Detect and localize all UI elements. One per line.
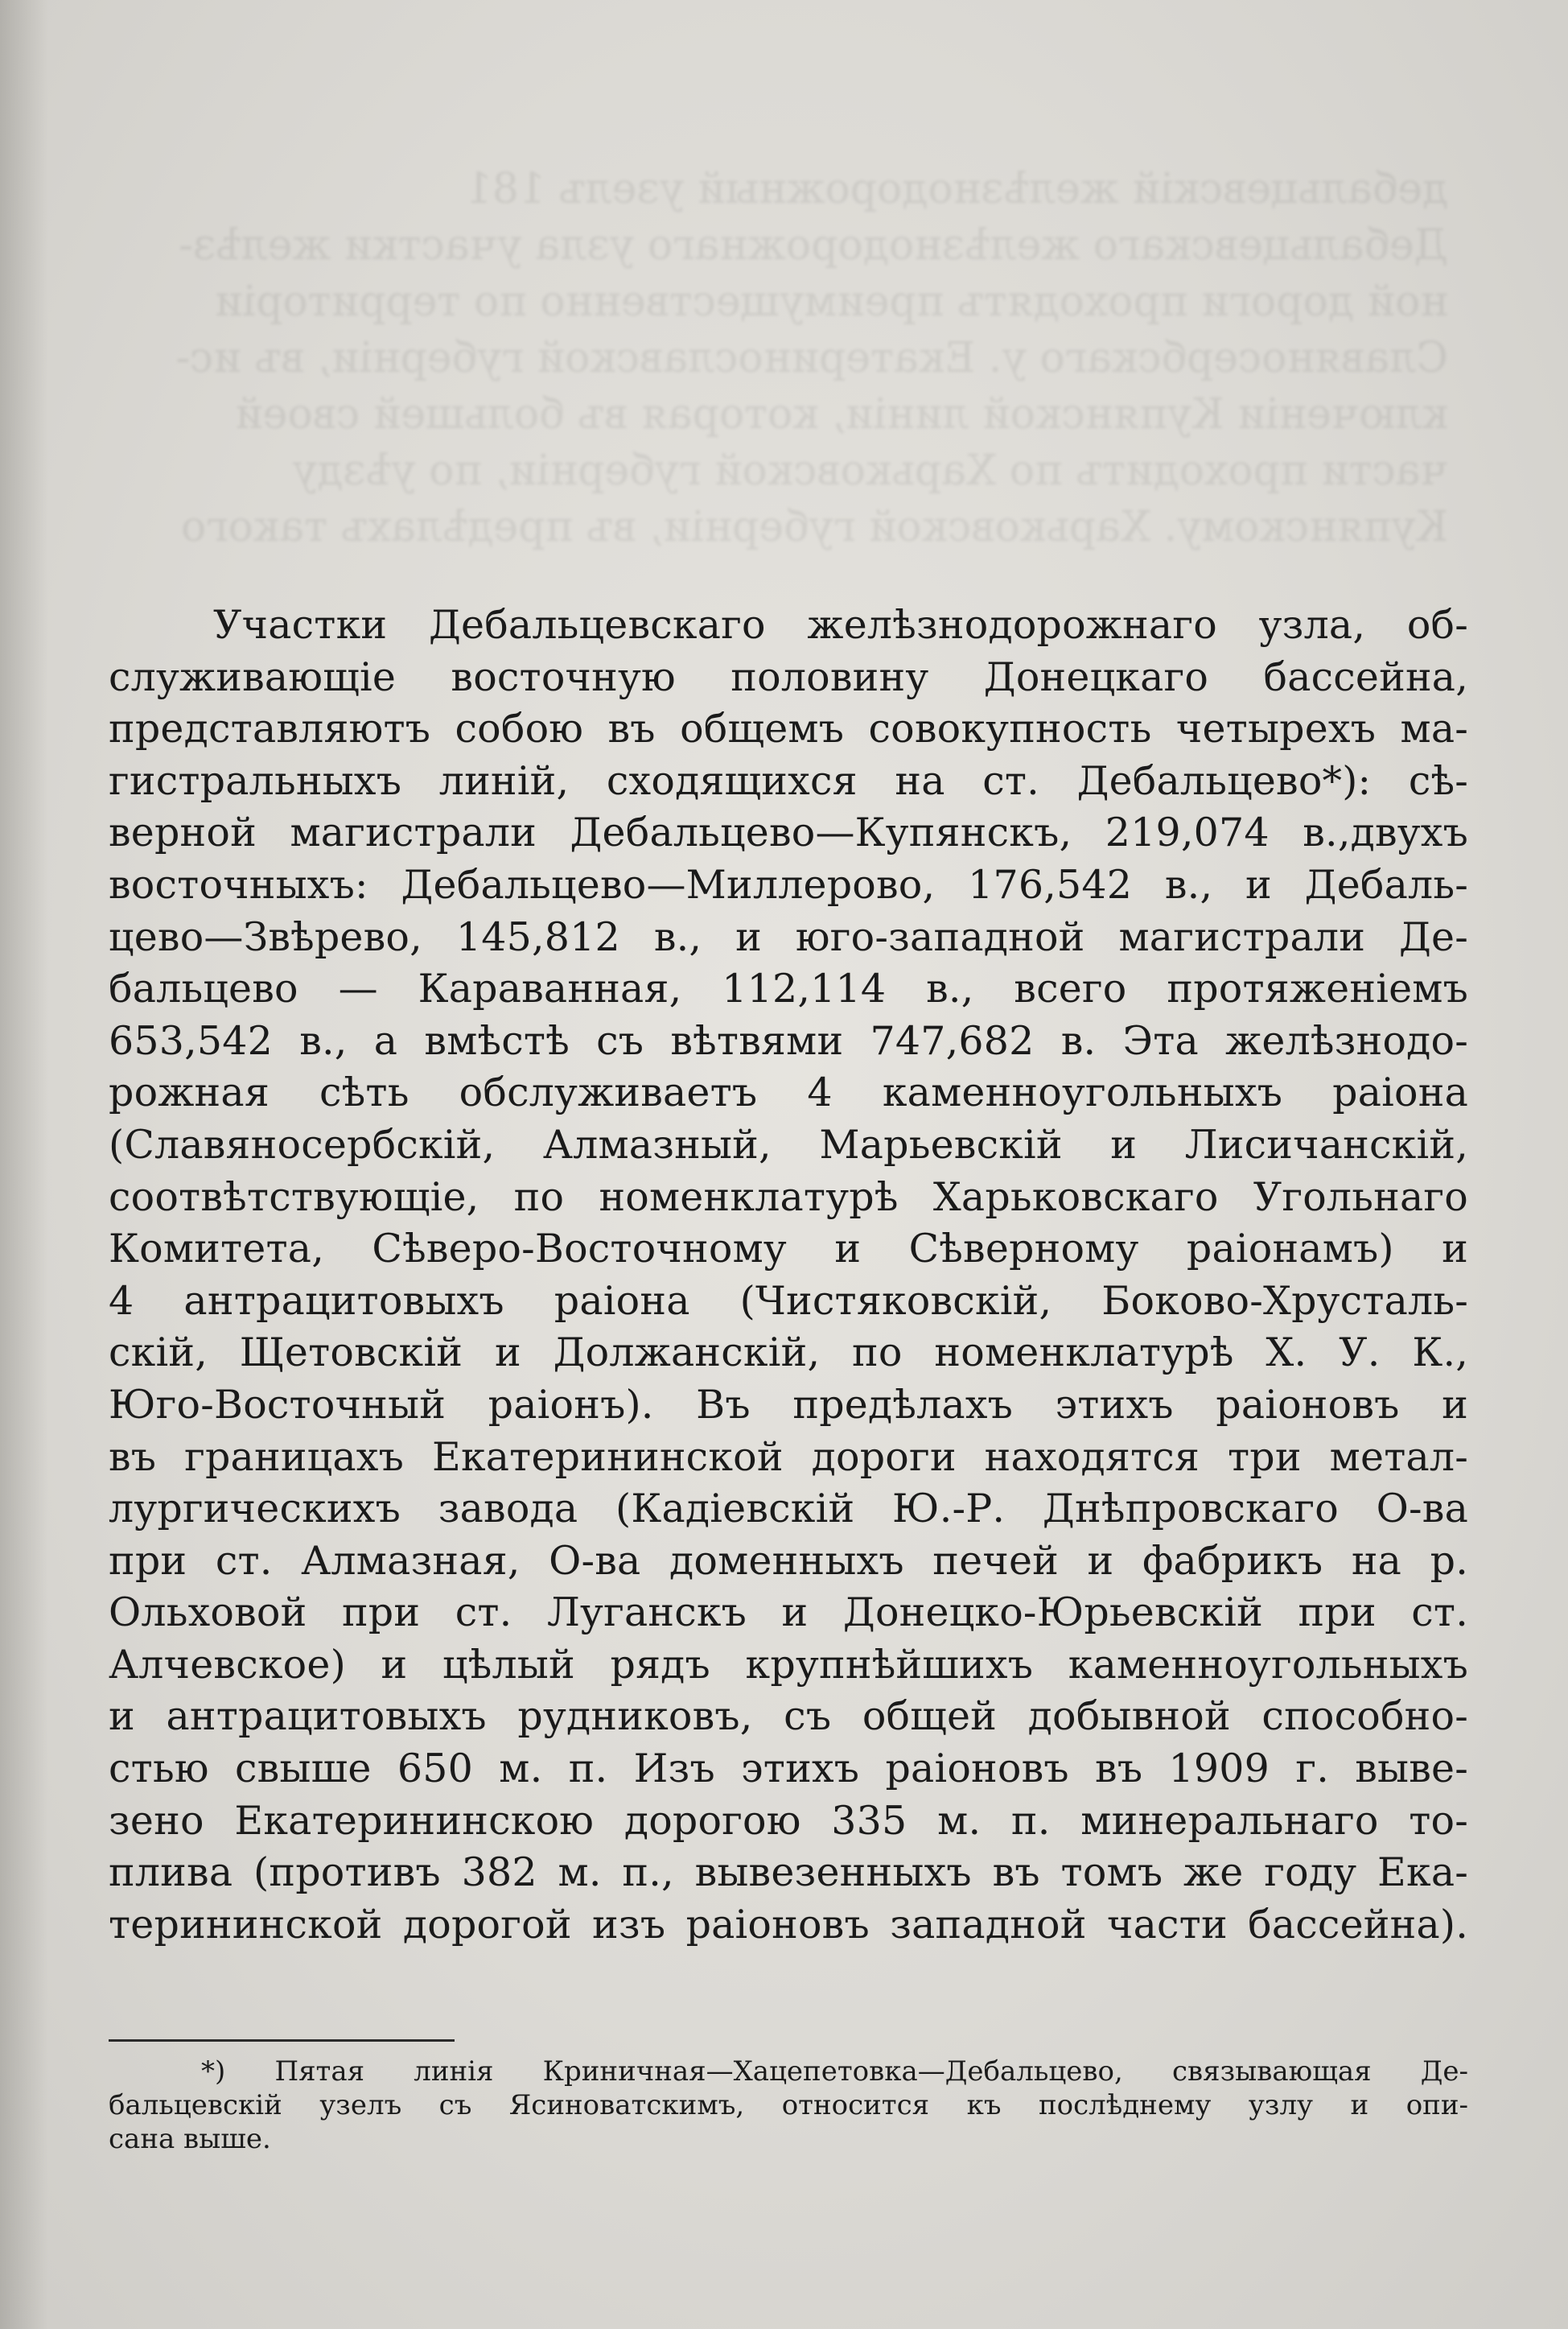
binding-shadow bbox=[0, 0, 48, 2329]
text-line: лургическихъ завода (Кадіевскій Ю.-Р. Днѣпровскаго О-ва bbox=[109, 1486, 1468, 1532]
footnote-line: бальцевскій узелъ съ Ясиноватскимъ, относится къ послѣднему узлу и опи- bbox=[109, 2089, 1468, 2121]
text-line: представляютъ собою въ общемъ совокупность четырехъ ма- bbox=[109, 706, 1468, 752]
bleed-line: Купянскому. Харьковской губерніи, въ предѣлахъ такого bbox=[180, 503, 1448, 551]
text-line: Комитета, Сѣверо-Восточному и Сѣверному раіонамъ) и bbox=[109, 1226, 1468, 1272]
footnote bbox=[109, 2055, 1468, 2156]
text-line: Алчевское) и цѣлый рядъ крупнѣйшихъ каменноугольныхъ bbox=[109, 1641, 1468, 1688]
text-line: (Славяносербскій, Алмазный, Марьевскій и Лисичанскій, bbox=[109, 1121, 1468, 1168]
text-line: гистральныхъ линій, сходящихся на ст. Дебальцево*): сѣ- bbox=[109, 757, 1468, 804]
text-line: Участки Дебальцевскаго желѣзнодорожнаго узла, об- bbox=[213, 602, 1468, 648]
bleed-through-text bbox=[121, 161, 1448, 555]
text-line: верной магистрали Дебальцево—Купянскъ, 219,074 в.,двухъ bbox=[109, 810, 1468, 856]
bleed-line: ной дороги проходятъ преимущественно по территоріи bbox=[214, 278, 1448, 326]
text-line: 653,542 в., а вмѣстѣ съ вѣтвями 747,682 в. Эта желѣзнодо- bbox=[109, 1017, 1468, 1064]
text-line: зено Екатерининскою дорогою 335 м. п. минеральнаго то- bbox=[109, 1797, 1468, 1844]
text-line: рожная сѣть обслуживаетъ 4 каменноугольныхъ раіона bbox=[109, 1070, 1468, 1116]
text-line: 4 антрацитовыхъ раіона (Чистяковскій, Боково-Хрусталь- bbox=[109, 1277, 1468, 1324]
text-line: плива (противъ 382 м. п., вывезенныхъ въ томъ же году Ека- bbox=[109, 1849, 1468, 1896]
text-line: терининской дорогой изъ раіоновъ западной части бассейна). bbox=[109, 1901, 1468, 1948]
text-line: и антрацитовыхъ рудниковъ, съ общей добывной способно- bbox=[109, 1693, 1468, 1740]
text-line: бальцево — Караванная, 112,114 в., всего протяженіемъ bbox=[109, 966, 1468, 1012]
bleed-line: части проходитъ по Харьковской губерніи, по уѣзду bbox=[292, 447, 1448, 495]
text-line: стью свыше 650 м. п. Изъ этихъ раіоновъ въ 1909 г. выве- bbox=[109, 1746, 1468, 1792]
footnote-line: *) Пятая линія Криничная—Хацепетовка—Дебальцево, связывающая Де- bbox=[201, 2055, 1468, 2088]
bleed-line: ключеніи Купянской линіи, которая въ большей своей bbox=[235, 390, 1448, 439]
main-paragraph bbox=[109, 600, 1468, 1951]
text-line: Ольховой при ст. Луганскъ и Донецко-Юрьевскій при ст. bbox=[109, 1589, 1468, 1636]
text-line: цево—Звѣрево, 145,812 в., и юго-западной магистрали Де- bbox=[109, 913, 1468, 960]
text-line: при ст. Алмазная, О-ва доменныхъ печей и фабрикъ на р. bbox=[109, 1537, 1468, 1584]
footnote-divider bbox=[109, 2039, 455, 2042]
text-line: служивающіе восточную половину Донецкаго бассейна, bbox=[109, 653, 1468, 700]
text-line: восточныхъ: Дебальцево—Миллерово, 176,542 в., и Дебаль- bbox=[109, 861, 1468, 908]
bleed-line: Славяносербскаго у. Екатеринославской губерніи, въ ис- bbox=[175, 334, 1448, 382]
text-line: въ границахъ Екатерининской дороги находятся три метал- bbox=[109, 1433, 1468, 1480]
bleed-line: дебальцевскій желѣзнодорожный узелъ 181 bbox=[465, 165, 1448, 213]
text-line: Юго-Восточный раіонъ). Въ предѣлахъ этихъ раіоновъ и bbox=[109, 1381, 1468, 1428]
footnote-line: сана выше. bbox=[109, 2123, 271, 2155]
text-line: скій, Щетовскій и Должанскій, по номенклатурѣ Х. У. К., bbox=[109, 1329, 1468, 1376]
text-line: соотвѣтствующіе, по номенклатурѣ Харьковскаго Угольнаго bbox=[109, 1173, 1468, 1220]
bleed-line: Дебальцевскаго желѣзнодорожнаго узла участки желѣз- bbox=[179, 221, 1448, 270]
